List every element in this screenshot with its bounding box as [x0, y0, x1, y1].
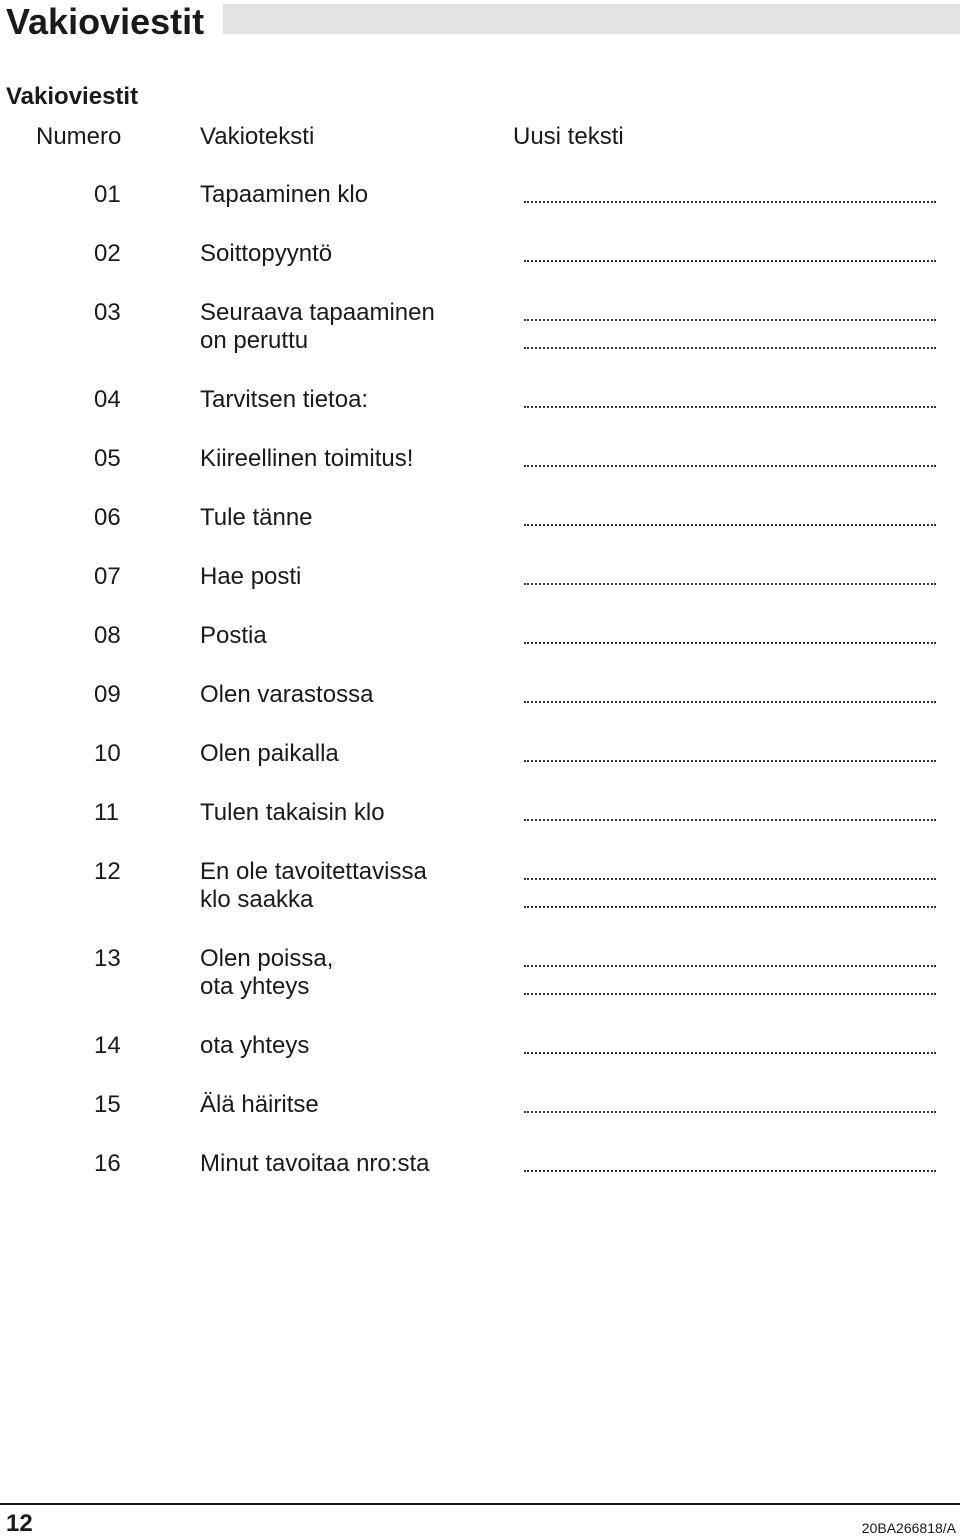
message-standard-text: [200, 181, 520, 209]
message-standard-text: [200, 1032, 520, 1060]
new-text-field: [524, 240, 936, 268]
message-row: [0, 386, 960, 414]
dotted-fill-line: [524, 240, 936, 268]
message-standard-text: [200, 945, 520, 1001]
dotted-fill-line: [524, 945, 936, 973]
dotted-fill-line: [524, 445, 936, 473]
message-standard-text: [200, 858, 520, 914]
new-text-field: [524, 799, 936, 827]
dotted-fill-line: [524, 299, 936, 327]
new-text-field: [524, 1091, 936, 1119]
new-text-field: [524, 299, 936, 355]
dotted-fill-line: [524, 973, 936, 1001]
message-text-line: Olen varastossa: [200, 681, 374, 708]
dotted-fill-line: [524, 886, 936, 914]
message-row: [0, 181, 960, 209]
page-header-title: Vakioviestit: [6, 1, 205, 42]
message-standard-text: [200, 799, 520, 827]
message-row: [0, 1091, 960, 1119]
new-text-field: [524, 563, 936, 591]
new-text-field: [524, 740, 936, 768]
message-number: 04: [94, 386, 121, 413]
message-text-line: Tarvitsen tietoa:: [200, 386, 369, 413]
message-standard-text: [200, 386, 520, 414]
message-text-line: ota yhteys: [200, 973, 310, 1000]
dotted-fill-line: [524, 1032, 936, 1060]
message-list: [0, 181, 960, 1209]
message-standard-text: [200, 504, 520, 532]
message-row: [0, 445, 960, 473]
page-number: 12: [6, 1510, 33, 1537]
message-standard-text: [200, 740, 520, 768]
message-text-line: En ole tavoitettavissa: [200, 858, 427, 885]
message-row: [0, 299, 960, 355]
message-row: [0, 563, 960, 591]
dotted-fill-line: [524, 181, 936, 209]
dotted-fill-line: [524, 858, 936, 886]
footer-rule: [0, 1503, 960, 1505]
message-standard-text: [200, 1091, 520, 1119]
dotted-fill-line: [524, 563, 936, 591]
message-text-line: Postia: [200, 622, 267, 649]
message-standard-text: [200, 622, 520, 650]
message-row: [0, 240, 960, 268]
message-text-line: Hae posti: [200, 563, 302, 590]
message-standard-text: [200, 299, 520, 355]
message-number: 16: [94, 1150, 121, 1177]
column-header-standard-text: Vakioteksti: [200, 123, 315, 150]
message-text-line: Tule tänne: [200, 504, 313, 531]
message-text-line: Olen paikalla: [200, 740, 339, 767]
new-text-field: [524, 858, 936, 914]
header-bar: [223, 4, 960, 34]
dotted-fill-line: [524, 504, 936, 532]
message-number: 01: [94, 181, 121, 208]
message-number: 14: [94, 1032, 121, 1059]
message-standard-text: [200, 681, 520, 709]
message-row: [0, 945, 960, 1001]
message-text-line: Tapaaminen klo: [200, 181, 369, 208]
dotted-fill-line: [524, 740, 936, 768]
message-standard-text: [200, 445, 520, 473]
new-text-field: [524, 945, 936, 1001]
message-number: 12: [94, 858, 121, 885]
message-text-line: ota yhteys: [200, 1032, 310, 1059]
new-text-field: [524, 1032, 936, 1060]
dotted-fill-line: [524, 386, 936, 414]
message-row: [0, 1150, 960, 1178]
new-text-field: [524, 1150, 936, 1178]
message-number: 15: [94, 1091, 121, 1118]
dotted-fill-line: [524, 799, 936, 827]
message-row: [0, 858, 960, 914]
message-text-line: Tulen takaisin klo: [200, 799, 385, 826]
message-text-line: Kiireellinen toimitus!: [200, 445, 414, 472]
dotted-fill-line: [524, 1091, 936, 1119]
new-text-field: [524, 181, 936, 209]
message-row: [0, 799, 960, 827]
message-number: 06: [94, 504, 121, 531]
dotted-fill-line: [524, 1150, 936, 1178]
new-text-field: [524, 504, 936, 532]
message-number: 02: [94, 240, 121, 267]
message-text-line: Minut tavoitaa nro:sta: [200, 1150, 430, 1177]
dotted-fill-line: [524, 681, 936, 709]
message-number: 07: [94, 563, 121, 590]
message-text-line: Soittopyyntö: [200, 240, 333, 267]
new-text-field: [524, 681, 936, 709]
column-header-new-text: Uusi teksti: [513, 123, 624, 150]
new-text-field: [524, 445, 936, 473]
message-number: 11: [94, 799, 119, 826]
message-number: 08: [94, 622, 121, 649]
message-number: 13: [94, 945, 121, 972]
message-text-line: Älä häiritse: [200, 1091, 319, 1118]
section-title: Vakioviestit: [6, 83, 139, 110]
message-standard-text: [200, 563, 520, 591]
message-row: [0, 504, 960, 532]
new-text-field: [524, 622, 936, 650]
message-row: [0, 622, 960, 650]
message-row: [0, 740, 960, 768]
message-row: [0, 1032, 960, 1060]
message-number: 10: [94, 740, 121, 767]
message-standard-text: [200, 240, 520, 268]
dotted-fill-line: [524, 622, 936, 650]
message-row: [0, 681, 960, 709]
message-text-line: klo saakka: [200, 886, 314, 913]
message-number: 09: [94, 681, 121, 708]
new-text-field: [524, 386, 936, 414]
column-header-number: Numero: [36, 123, 122, 150]
dotted-fill-line: [524, 327, 936, 355]
message-standard-text: [200, 1150, 520, 1178]
message-number: 05: [94, 445, 121, 472]
message-number: 03: [94, 299, 121, 326]
document-code: 20BA266818/A: [861, 1520, 956, 1536]
message-text-line: Seuraava tapaaminen: [200, 299, 435, 326]
message-text-line: Olen poissa,: [200, 945, 334, 972]
message-text-line: on peruttu: [200, 327, 309, 354]
